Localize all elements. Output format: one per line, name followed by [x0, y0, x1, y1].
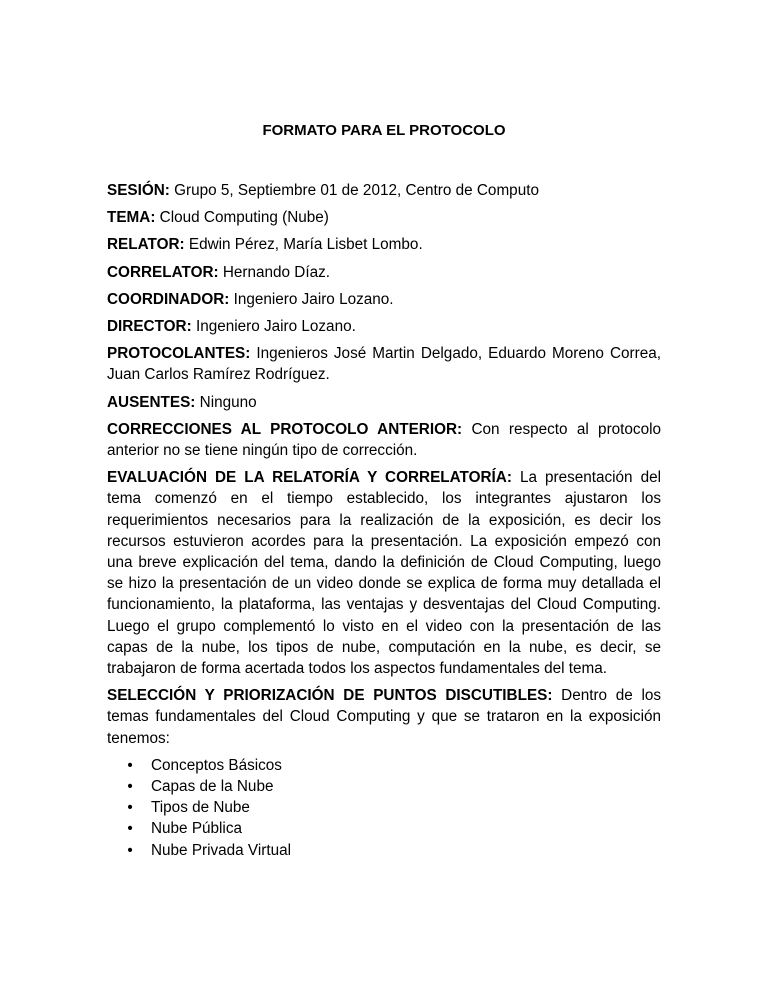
list-item [123, 797, 661, 818]
list-item [123, 818, 661, 839]
field-value: Ingeniero Jairo Lozano. [191, 318, 356, 336]
field-evaluacion [107, 467, 661, 679]
field-value: Cloud Computing (Nube) [155, 209, 329, 227]
field-value: Ingeniero Jairo Lozano. [229, 290, 394, 308]
field-seleccion [107, 685, 661, 749]
field-sesion [107, 180, 661, 201]
field-label: CORRECCIONES AL PROTOCOLO ANTERIOR: [107, 420, 463, 438]
document-body [107, 180, 661, 861]
list-item-text: Nube Pública [151, 820, 242, 838]
field-value: La presentación del tema comenzó en el tiempo establecido, los integrantes ajustaron los requerimientos necesarios para la realización de la exposición, es decir los recursos estuvieron acordes para la presentación. La exposición empezó con una breve explicación del tema, dando la definición de Cloud Computing, luego se hizo la presentación de un video donde se explica de forma muy detallada el funcionamiento, la plataforma, las ventajas y desventajas del Cloud Computing. Luego el grupo complementó lo visto en el video con la presentación de las capas de la nube, los tipos de nube, computación en la nube, es decir, se trabajaron de forma acertada todos los aspectos fundamentales del tema. [107, 469, 661, 678]
field-protocolantes [107, 343, 661, 385]
list-item-text: Nube Privada Virtual [151, 841, 292, 859]
bullet-icon: • [127, 820, 133, 838]
document-title: FORMATO PARA EL PROTOCOLO [262, 122, 506, 139]
bullet-icon: • [127, 756, 133, 774]
topics-list [107, 755, 661, 861]
field-label: CORRELATOR: [107, 263, 219, 281]
list-item [123, 755, 661, 776]
field-correcciones [107, 419, 661, 461]
field-label: DIRECTOR: [107, 318, 192, 336]
field-value: Con respecto al protocolo anterior no se tiene ningún tipo de corrección. [107, 420, 661, 460]
field-label: PROTOCOLANTES: [107, 345, 251, 363]
field-label: SELECCIÓN Y PRIORIZACIÓN DE PUNTOS DISCUTIBLES: [107, 687, 553, 705]
field-value: Edwin Pérez, María Lisbet Lombo. [184, 236, 423, 254]
bullet-icon: • [127, 799, 133, 817]
field-value: Ninguno [195, 393, 257, 411]
list-item [123, 776, 661, 797]
bullet-icon: • [127, 778, 133, 796]
field-relator [107, 234, 661, 255]
field-label: COORDINADOR: [107, 290, 230, 308]
field-coordinador [107, 289, 661, 310]
field-correlator [107, 262, 661, 283]
field-value: Hernando Díaz. [218, 263, 330, 281]
field-value: Dentro de los temas fundamentales del Cloud Computing y que se trataron en la exposición tenemos: [107, 687, 661, 747]
field-ausentes [107, 392, 661, 413]
list-item-text: Capas de la Nube [151, 778, 274, 796]
list-item [123, 840, 661, 861]
field-label: EVALUACIÓN DE LA RELATORÍA Y CORRELATORÍA: [107, 469, 512, 487]
list-item-text: Conceptos Básicos [151, 756, 282, 774]
field-label: AUSENTES: [107, 393, 196, 411]
list-item-text: Tipos de Nube [151, 799, 250, 817]
field-tema [107, 207, 661, 228]
field-value: Ingenieros José Martin Delgado, Eduardo Moreno Correa, Juan Carlos Ramírez Rodríguez. [107, 345, 661, 384]
field-value: Grupo 5, Septiembre 01 de 2012, Centro de Computo [169, 182, 539, 199]
field-label: SESIÓN: [107, 182, 170, 199]
field-director [107, 316, 661, 337]
bullet-icon: • [127, 841, 133, 859]
field-label: RELATOR: [107, 236, 185, 254]
field-label: TEMA: [107, 209, 156, 227]
